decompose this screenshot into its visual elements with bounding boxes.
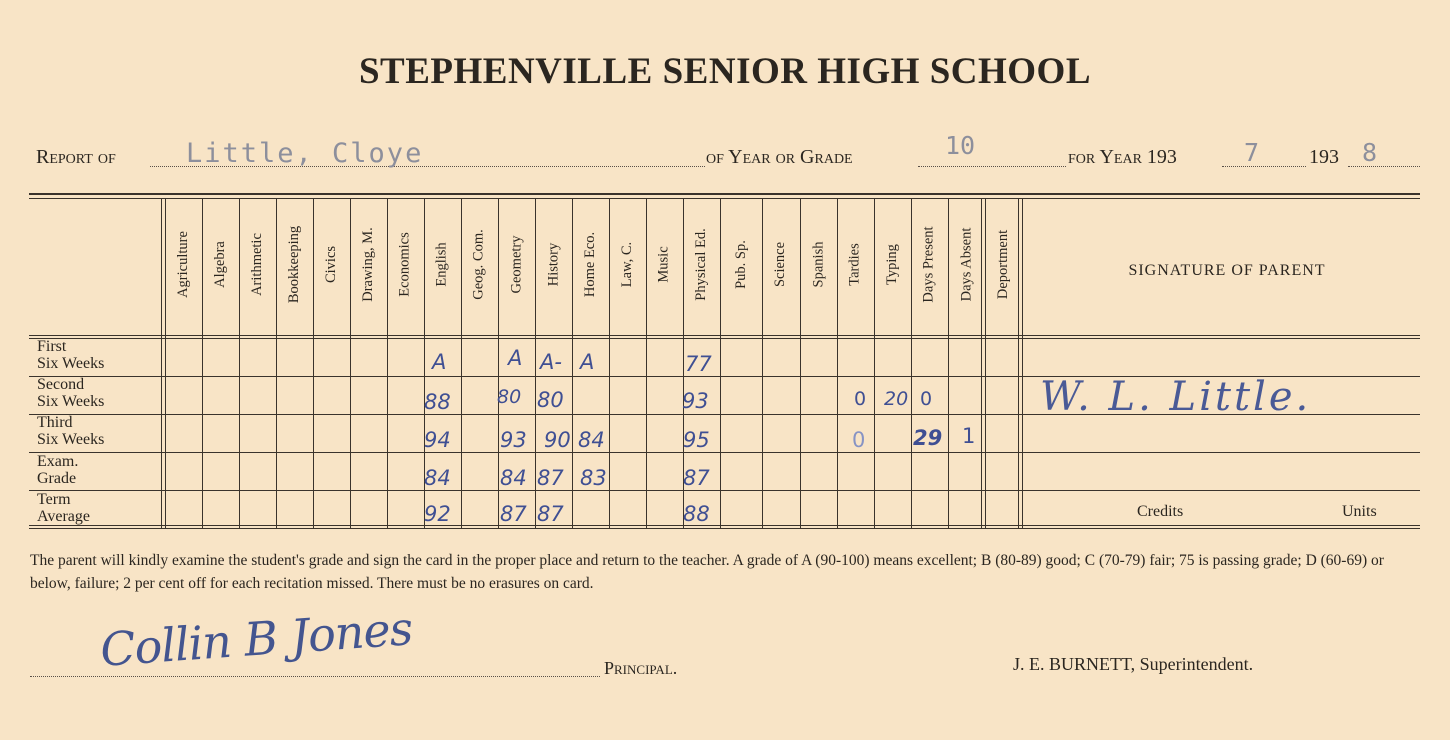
grade-r5-geometry: 87 <box>500 502 527 526</box>
grade-r3-geometry: 93 <box>500 428 527 452</box>
grade-r4-home-eco: 83 <box>580 466 607 490</box>
table-bottom-border <box>29 525 1420 526</box>
table-bottom-border-inner <box>29 528 1420 529</box>
column-rule <box>161 198 162 528</box>
grade-r1-geometry: A <box>508 346 523 370</box>
grade-r3-days-absent: 1 <box>962 424 976 448</box>
grade-r2-english: 88 <box>424 390 451 414</box>
grading-notice: The parent will kindly examine the student's grade and sign the card in the proper place and return to the teacher. A grade of A (90-100) means excellent; B (80-89) good; C (70-79) fair; 75 is passing grade; D (60-69) or below, failure; 2 per cent off for each recitation missed. There must be no erasures on card. <box>30 552 1384 592</box>
header-bottom-border <box>29 335 1420 336</box>
col-history: History <box>545 242 561 286</box>
principal-signature: Collin B Jones <box>98 601 414 677</box>
credits-label: Credits <box>1137 503 1184 520</box>
grade-label: of Year or Grade <box>706 146 853 168</box>
year-start-dotted <box>1222 166 1306 167</box>
col-spanish: Spanish <box>810 241 827 287</box>
row-label-second: Second Six Weeks <box>37 376 105 410</box>
col-days-absent: Days Absent <box>958 227 974 301</box>
col-days-present: Days Present <box>921 225 937 303</box>
grade-r5-history: 87 <box>537 502 564 526</box>
col-science: Science <box>772 241 789 287</box>
col-agriculture: Agriculture <box>175 230 191 298</box>
col-algebra: Algebra <box>212 240 229 288</box>
principal-signature-line <box>30 676 600 677</box>
col-deportment: Deportment <box>995 229 1012 299</box>
grade-r4-physical-ed: 87 <box>683 466 710 490</box>
grade-r3-home-eco: 84 <box>578 428 605 452</box>
units-label: Units <box>1342 503 1377 520</box>
grade-r4-geometry: 84 <box>500 466 527 490</box>
grade-r1-physical-ed: 77 <box>685 352 712 376</box>
col-english: English <box>434 241 450 287</box>
row-label-exam: Exam. Grade <box>37 453 79 487</box>
col-physical-ed: Physical Ed. <box>693 227 709 301</box>
col-home-eco: Home Eco. <box>582 231 599 297</box>
row-label-third: Third Six Weeks <box>37 414 105 448</box>
year-label: for Year 193 <box>1068 146 1177 168</box>
col-law: Law, C. <box>619 241 635 287</box>
report-of-label: Report of <box>36 146 116 168</box>
col-bookkeeping: Bookkeeping <box>286 225 303 303</box>
grade-r1-english: A <box>432 350 447 374</box>
grade-r2-days-present: 0 <box>920 388 933 410</box>
superintendent: J. E. BURNETT, Superintendent. <box>1013 654 1254 674</box>
col-tardies: Tardies <box>847 242 863 286</box>
grade-r2-tardies: 0 <box>854 388 867 410</box>
grade-r4-history: 87 <box>537 466 564 490</box>
parent-signature: W. L. Little. <box>1040 374 1312 420</box>
school-title: STEPHENVILLE SENIOR HIGH SCHOOL <box>358 51 1092 92</box>
year-end-dotted <box>1348 166 1420 167</box>
col-civics: Civics <box>323 245 339 283</box>
grade-r3-days-present: 29 <box>913 426 943 450</box>
year-mid-label: 193 <box>1309 146 1339 168</box>
grade-dotted-line <box>918 166 1066 167</box>
row-label-term: Term Average <box>37 491 90 525</box>
grade-r3-physical-ed: 95 <box>683 428 710 452</box>
column-rule <box>1022 198 1023 528</box>
grade-r5-english: 92 <box>424 502 451 526</box>
grade-r1-history: A- <box>540 350 562 374</box>
col-arithmetic: Arithmetic <box>249 232 266 296</box>
grade-r3-tardies: 0 <box>852 428 866 452</box>
grade-value: 10 <box>945 131 976 160</box>
col-economics: Economics <box>397 231 413 297</box>
year-start-digit: 7 <box>1244 138 1260 167</box>
col-drawing: Drawing, M. <box>360 226 377 302</box>
grade-r2-geometry: 80 <box>497 386 522 408</box>
year-end-digit: 8 <box>1362 138 1378 167</box>
row-label-first: First Six Weeks <box>37 338 105 372</box>
row-rule <box>29 452 1420 453</box>
col-pub-sp: Pub. Sp. <box>732 239 749 289</box>
col-typing: Typing <box>884 243 900 285</box>
col-music: Music <box>656 245 672 283</box>
grade-r5-physical-ed: 88 <box>683 502 710 526</box>
col-geometry: Geometry <box>508 235 525 293</box>
grade-r3-english: 94 <box>424 428 451 452</box>
grade-r2-history: 80 <box>537 388 564 412</box>
principal-label: Principal. <box>604 658 678 678</box>
header-bottom-border-inner <box>29 338 1420 339</box>
grade-r4-english: 84 <box>424 466 451 490</box>
table-top-border <box>29 193 1420 195</box>
col-geog-com: Geog. Com. <box>471 228 488 300</box>
grade-r1-home-eco: A <box>580 350 595 374</box>
signature-header: SIGNATURE OF PARENT <box>1128 262 1326 279</box>
row-rule <box>29 490 1420 491</box>
grade-r2-typing: 20 <box>884 388 909 410</box>
grade-r3-history: 90 <box>544 428 571 452</box>
student-name: Little, Cloye <box>186 138 424 169</box>
grade-r2-physical-ed: 93 <box>682 389 709 413</box>
